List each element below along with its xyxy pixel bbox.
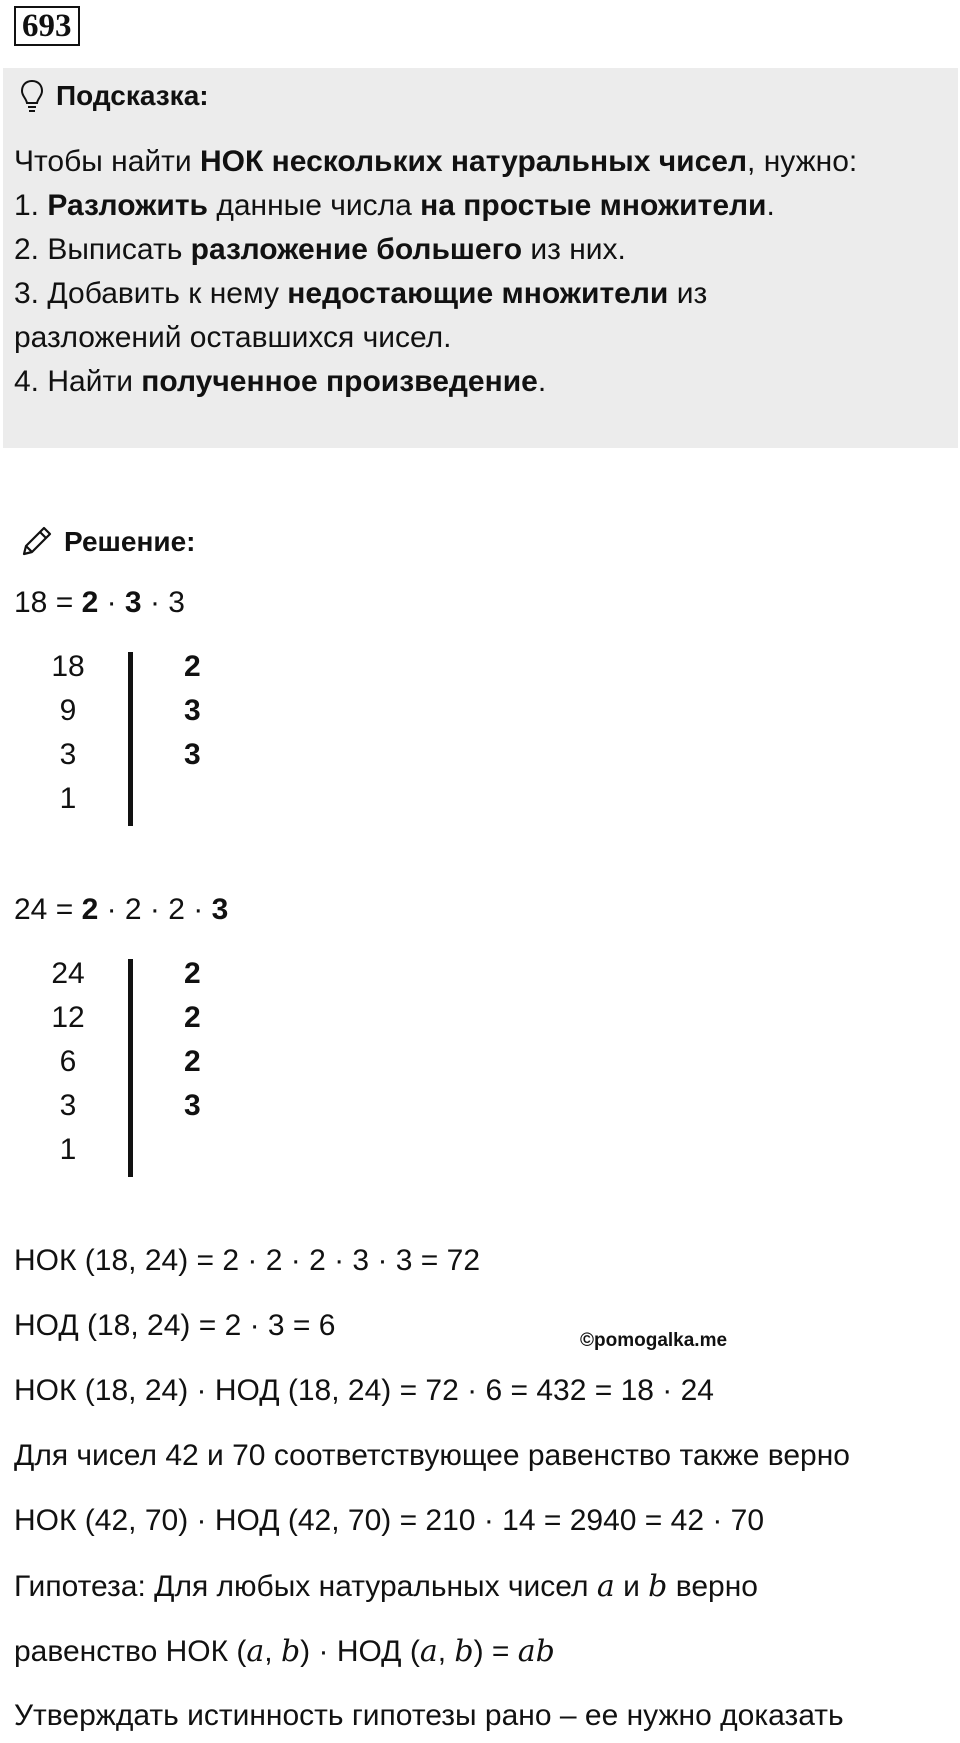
text-run: 3: [211, 893, 229, 926]
factorization-24: [14, 893, 228, 927]
text-run: 4. Найти: [14, 365, 142, 398]
lightbulb-icon: [20, 79, 44, 113]
prime-factor: 3: [184, 1089, 201, 1122]
text-run: ) · НОД (: [300, 1635, 420, 1668]
solution-title: Решение:: [64, 526, 196, 557]
dividend: 24: [51, 957, 85, 990]
prime-factor: 3: [184, 694, 201, 727]
text-run: · 2 · 2 ·: [98, 893, 212, 926]
task-number: 693: [14, 6, 80, 46]
dividend: 6: [59, 1045, 77, 1078]
hint-line: [14, 140, 944, 184]
text-run: Чтобы найти: [14, 145, 201, 178]
text-run: Разложить: [47, 189, 208, 222]
text-run: ) =: [473, 1635, 518, 1668]
text-run: НОК нескольких натуральных чисел: [200, 145, 748, 178]
text-run: верно: [667, 1570, 758, 1603]
text-run: из: [668, 277, 708, 310]
dividend: 18: [51, 650, 85, 683]
gcd-line: НОД (18, 24) = 2 · 3 = 6: [14, 1309, 336, 1342]
text-run: полученное произведение: [141, 365, 538, 398]
division-bar: [128, 959, 133, 1177]
text-run: 2: [81, 586, 99, 619]
text-run: и: [614, 1570, 649, 1603]
pencil-icon: [18, 524, 54, 560]
text-run: b: [280, 1634, 301, 1669]
text-run: 24 =: [14, 893, 82, 926]
dividend: 1: [59, 782, 77, 815]
text-run: a: [596, 1569, 615, 1604]
text-run: разложений оставшихся чисел.: [14, 321, 452, 354]
text-run: a: [419, 1634, 438, 1669]
prime-factor: 2: [184, 957, 201, 990]
text-run: 3: [124, 586, 142, 619]
text-run: 2. Выписать: [14, 233, 191, 266]
hypothesis-line-2: [14, 1634, 555, 1669]
dividend: 1: [59, 1133, 77, 1166]
prime-factor: 2: [184, 1001, 201, 1034]
hint-text: [14, 140, 944, 404]
dividend: 3: [59, 1089, 77, 1122]
text-run: из них.: [522, 233, 626, 266]
text-run: на простые множители: [420, 189, 767, 222]
text-run: недостающие множители: [287, 277, 669, 310]
hint-line: [14, 360, 944, 404]
hint-title: Подсказка:: [56, 80, 209, 111]
text-run: .: [766, 189, 775, 222]
text-run: b: [454, 1634, 474, 1669]
solution-header: [18, 520, 195, 564]
dividend: 12: [51, 1001, 85, 1034]
text-run: b: [648, 1569, 668, 1604]
text-run: 1.: [14, 189, 48, 222]
hint-line: [14, 184, 944, 228]
text-run: · 3: [141, 586, 185, 619]
text-run: ,: [264, 1635, 281, 1668]
text-run: разложение большего: [190, 233, 523, 266]
text-run: данные числа: [207, 189, 421, 222]
factorization-18: [14, 586, 185, 620]
conclusion-line: Утверждать истинность гипотезы рано – ее нужно доказать: [14, 1699, 844, 1732]
hint-header: [20, 78, 209, 114]
also-true-line: Для чисел 42 и 70 соответствующее равенство также верно: [14, 1439, 850, 1472]
text-run: ab: [517, 1634, 555, 1669]
hint-line: [14, 316, 944, 360]
text-run: равенство НОК (: [14, 1635, 247, 1668]
text-run: a: [246, 1634, 265, 1669]
hint-line: [14, 272, 944, 316]
division-bar: [128, 652, 133, 826]
lcm-line: НОК (18, 24) = 2 · 2 · 2 · 3 · 3 = 72: [14, 1244, 481, 1277]
dividend: 3: [59, 738, 77, 771]
text-run: .: [537, 365, 547, 398]
prime-factor: 3: [184, 738, 201, 771]
text-run: Гипотеза: Для любых натуральных чисел: [14, 1570, 597, 1603]
text-run: 3. Добавить к нему: [14, 277, 288, 310]
watermark: ©pomogalka.me: [580, 1330, 728, 1351]
dividend: 9: [59, 694, 77, 727]
hint-line: [14, 228, 944, 272]
product-line-2: НОК (42, 70) · НОД (42, 70) = 210 · 14 = 2940 = 42 · 70: [14, 1504, 765, 1537]
prime-factor: 2: [184, 1045, 201, 1078]
product-line: НОК (18, 24) · НОД (18, 24) = 72 · 6 = 432 = 18 · 24: [14, 1374, 714, 1407]
hypothesis-line-1: [14, 1569, 758, 1604]
prime-factor: 2: [184, 650, 201, 683]
text-run: , нужно:: [747, 145, 858, 178]
text-run: 2: [81, 893, 99, 926]
text-run: ·: [98, 586, 125, 619]
text-run: 18 =: [14, 586, 82, 619]
text-run: ,: [437, 1635, 455, 1668]
